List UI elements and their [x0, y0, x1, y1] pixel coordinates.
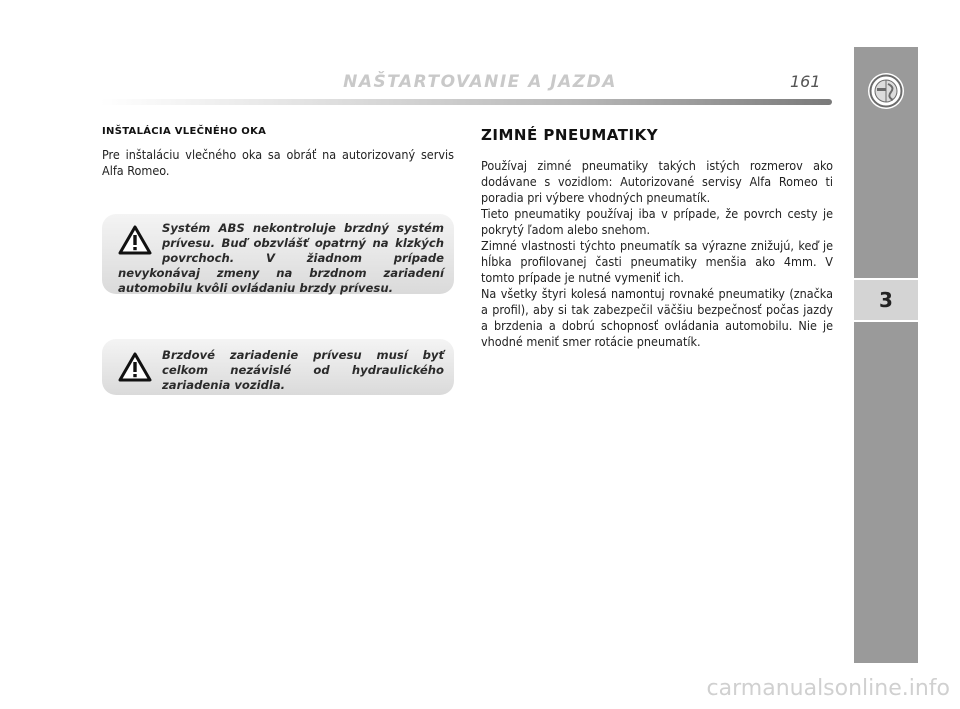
towing-eye-paragraph: Pre inštaláciu vlečného oka sa obráť na autorizovaný servis Alfa Romeo.	[102, 147, 454, 178]
winter-tyres-paragraph: Na všetky štyri kolesá namontuj rovnaké pneumatiky (značka a profil), aby si tak zabezpečil väčšiu bezpečnosť počas jazdy a brzdenia a dobrú schopnosť ovládania automobilu. Nie je vhodné meniť smer rotácie pneumatík.	[481, 286, 833, 349]
winter-tyres-paragraph: Zimné vlastnosti týchto pneumatík sa výrazne znižujú, keď je hĺbka profilovanej časti pneumatiky menšia ako 4mm. V tomto prípade je nutné vymeniť ich.	[481, 238, 833, 285]
left-column	[102, 126, 454, 179]
warning-box	[102, 214, 454, 294]
chapter-number: 3	[879, 288, 893, 312]
winter-tyres-paragraph: Tieto pneumatiky používaj iba v prípade, že povrch cesty je pokrytý ľadom alebo snehom.	[481, 206, 833, 237]
warning-text: Systém ABS nekontroluje brzdný systém prívesu. Buď obzvlášť opatrný na klzkých povrchoch. V žiadnom prípade nevykonávaj zmeny na brzdnom zariadení automobilu kvôli ovládaniu brzdy prívesu.	[118, 221, 444, 295]
warning-text: Brzdové zariadenie prívesu musí byť celkom nezávislé od hydraulického zariadenia vozidla.	[162, 348, 444, 392]
warning-triangle-icon	[118, 352, 152, 382]
side-tab	[854, 47, 918, 663]
section-heading-winter-tyres: ZIMNÉ PNEUMATIKY	[481, 126, 659, 144]
right-column	[481, 126, 833, 350]
winter-tyres-paragraph: Používaj zimné pneumatiky takých istých rozmerov ako dodávane s vozidlom: Autorizované servisy Alfa Romeo ti poradia pri výbere vhodných pneumatík.	[481, 158, 833, 205]
alfa-romeo-logo-icon	[867, 72, 905, 110]
warning-box	[102, 339, 454, 395]
footer-watermark: carmanualsonline.info	[706, 676, 950, 701]
warning-triangle-icon	[118, 225, 152, 255]
page-number: 161	[790, 72, 821, 91]
page-title: NAŠTARTOVANIE A JAZDA	[343, 72, 617, 92]
header-rule	[100, 99, 832, 105]
chapter-tab[interactable]	[854, 278, 918, 322]
section-heading-towing-eye: INŠTALÁCIA VLEČNÉHO OKA	[102, 126, 267, 137]
